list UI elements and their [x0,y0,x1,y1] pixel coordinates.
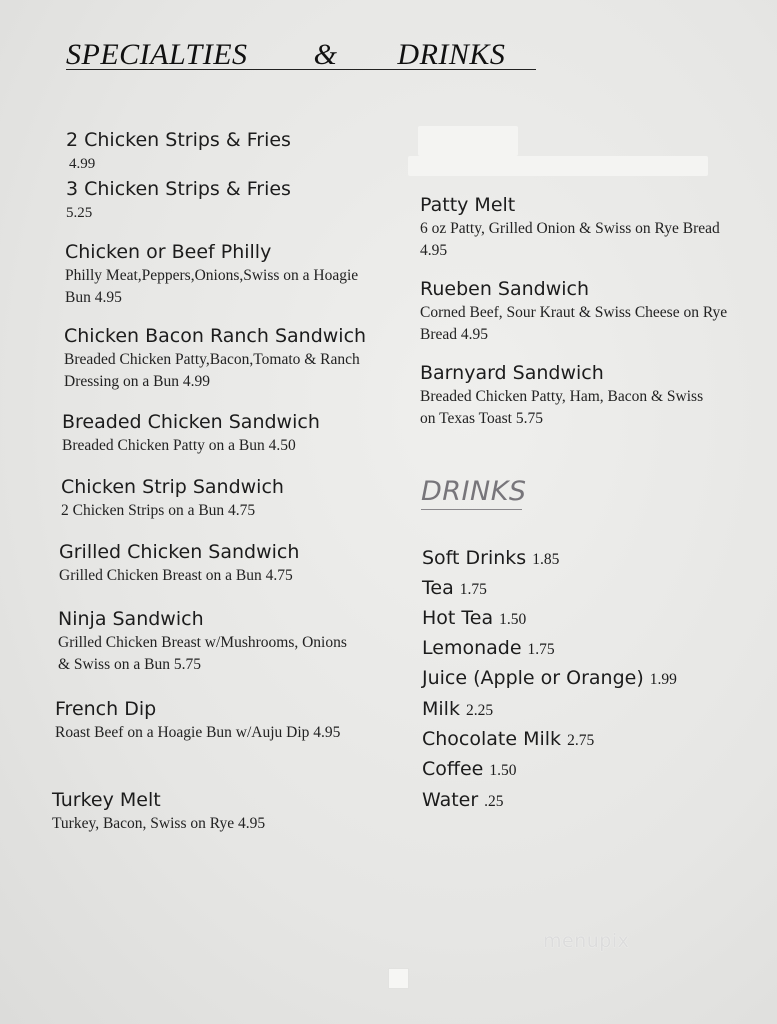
menu-item [62,410,382,457]
drink-price: 1.75 [459,581,487,598]
drink-name: Chocolate Milk [422,728,562,750]
item-description: Turkey, Bacon, Swiss on Rye 4.95 [52,815,266,832]
drink-item [422,547,559,569]
menu-item [66,128,291,174]
redacted-label-bar [408,156,708,176]
item-description: Breaded Chicken Patty, Ham, Bacon & Swiss on Texas Toast 5.75 [420,388,704,427]
title-underline [66,69,536,70]
item-price: 5.25 [66,205,93,221]
item-name: 3 Chicken Strips & Fries [66,178,291,200]
redacted-label [418,126,518,156]
drink-item [422,577,487,599]
page-title [66,38,505,72]
item-name: Chicken Strip Sandwich [61,476,284,498]
drink-name: Soft Drinks [422,547,527,569]
drink-item [422,728,594,750]
drink-item [422,758,517,780]
drink-name: Juice (Apple or Orange) [422,667,644,689]
item-description: Philly Meat,Peppers,Onions,Swiss on a Hoagie Bun 4.95 [65,267,359,306]
item-name: Ninja Sandwich [58,608,204,630]
menu-item [65,240,365,309]
drink-name: Lemonade [422,637,522,659]
drink-price: 1.75 [527,641,555,658]
drink-item [422,667,677,689]
menu-item [59,540,379,587]
drink-item [422,607,526,629]
item-description: Grilled Chicken Breast w/Mushrooms, Onions & Swiss on a Bun 5.75 [58,634,347,673]
drink-name: Tea [422,577,454,599]
drinks-heading: DRINKS [421,476,527,507]
item-name: Chicken or Beef Philly [65,241,272,263]
item-description: 6 oz Patty, Grilled Onion & Swiss on Rye Bread 4.95 [420,220,720,259]
menu-item [61,475,381,522]
menu-item [52,788,372,835]
item-name: Rueben Sandwich [420,278,590,300]
drink-price: 1.50 [499,611,527,628]
title-ampersand: & [313,38,338,71]
drink-price: 2.25 [465,702,494,719]
menu-item [420,361,720,430]
menu-item [55,697,360,744]
drink-price: 1.50 [489,762,517,779]
item-name: 2 Chicken Strips & Fries [66,129,291,151]
item-description: Breaded Chicken Patty on a Bun 4.50 [62,437,296,454]
title-specialties: SPECIALTIES [66,38,248,71]
drink-item [422,789,504,811]
drink-price: 2.75 [567,732,595,749]
menu-item [64,324,367,393]
menu-item [420,277,735,346]
drink-name: Coffee [422,758,484,780]
drink-name: Water [422,789,479,811]
item-name: Chicken Bacon Ranch Sandwich [64,325,367,347]
menu-item [420,193,730,262]
drink-item [422,698,493,720]
watermark: menupix [543,930,630,952]
item-description: Corned Beef, Sour Kraut & Swiss Cheese on Rye Bread 4.95 [420,304,728,343]
item-name: Breaded Chicken Sandwich [62,411,320,433]
blank-square [388,968,409,989]
item-name: Grilled Chicken Sandwich [59,541,300,563]
drink-item [422,637,555,659]
item-name: Barnyard Sandwich [420,362,604,384]
item-description: Breaded Chicken Patty,Bacon,Tomato & Ranch Dressing on a Bun 4.99 [64,351,360,390]
drink-price: 1.85 [532,551,560,568]
drink-name: Milk [422,698,460,720]
item-name: French Dip [55,698,157,720]
title-drinks: DRINKS [397,38,506,71]
item-price: 4.99 [69,156,96,172]
item-name: Patty Melt [420,194,516,216]
item-description: 2 Chicken Strips on a Bun 4.75 [61,502,256,519]
menu-item [66,177,291,223]
drink-price: 1.99 [649,671,677,688]
item-name: Turkey Melt [52,789,161,811]
drink-name: Hot Tea [422,607,494,629]
menu-item [58,607,358,676]
drink-price: .25 [484,793,504,810]
item-description: Grilled Chicken Breast on a Bun 4.75 [59,567,293,584]
item-description: Roast Beef on a Hoagie Bun w/Auju Dip 4.95 [55,724,341,741]
drinks-heading-underline [421,509,522,510]
